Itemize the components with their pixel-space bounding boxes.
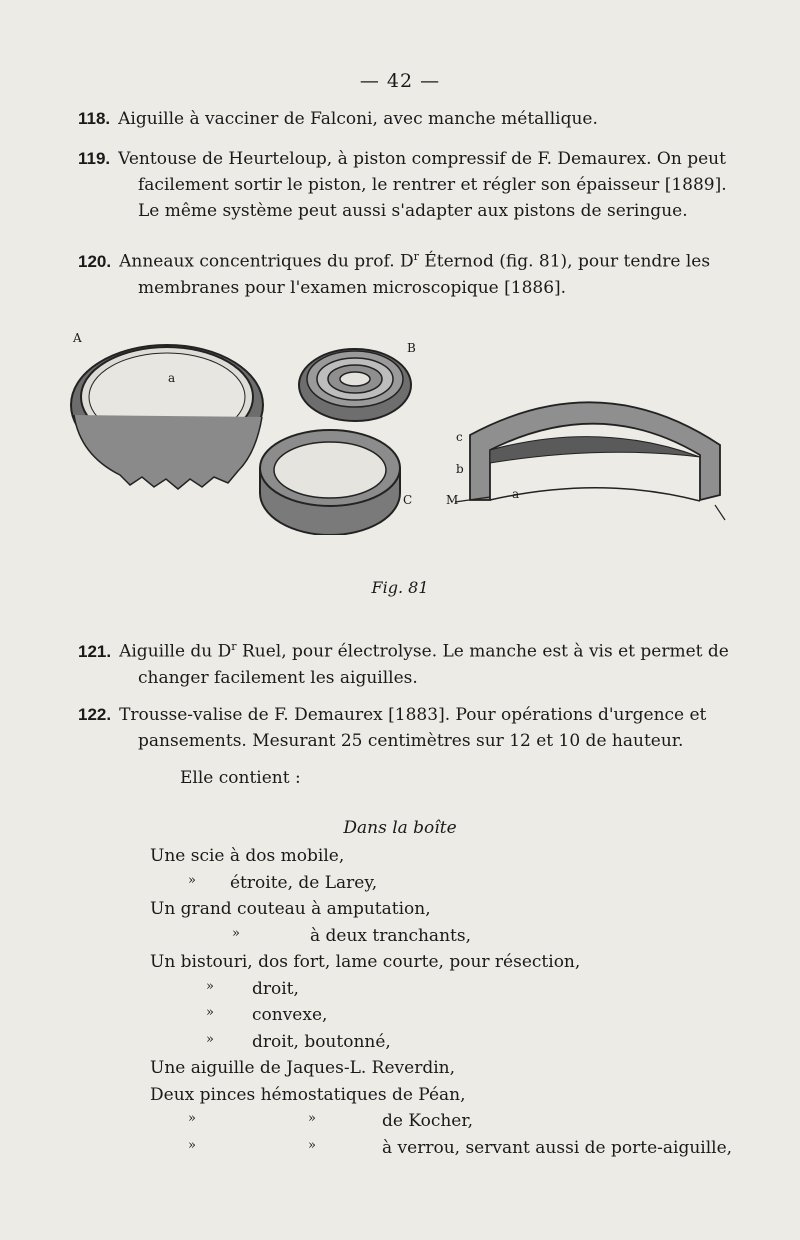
- entry-text: Trousse-valise de F. Demaurex [1883]. Pour opérations d'urgence et: [119, 705, 707, 725]
- figure-label-c-lower: c: [456, 430, 463, 444]
- ditto-mark: »: [308, 1111, 316, 1126]
- list-item: [150, 976, 750, 1003]
- ring-c: [260, 430, 400, 535]
- entry-number: 119.: [78, 149, 111, 168]
- entry-number: 120.: [78, 251, 112, 271]
- list-item-text: Une scie à dos mobile,: [150, 846, 345, 866]
- figure-label-a-upper: A: [73, 331, 82, 345]
- list-item-text: à verrou, servant aussi de porte-aiguille,: [382, 1137, 733, 1158]
- entry-number: 121.: [78, 641, 112, 661]
- ditto-mark: »: [232, 925, 240, 941]
- figure-label-a-section: a: [512, 487, 520, 501]
- entry-text: Aiguille du D: [119, 641, 232, 662]
- figure-caption: Fig. 81: [371, 578, 429, 597]
- ditto-mark: »: [188, 1111, 196, 1126]
- list-item: [150, 949, 750, 976]
- entry-text: pansements. Mesurant 25 centimètres sur 12 et 10 de hauteur.: [138, 731, 684, 751]
- list-item-text: droit,: [252, 978, 299, 999]
- list-item: [150, 1135, 750, 1162]
- list-item-text: droit, boutonné,: [252, 1031, 391, 1052]
- list-item-text: Deux pinces hémostatiques de Péan,: [150, 1084, 466, 1105]
- ditto-mark: »: [188, 872, 196, 888]
- figure-label-a-lower: a: [168, 371, 176, 385]
- list-item: [150, 896, 750, 923]
- ditto-mark: »: [206, 1005, 214, 1020]
- ditto-mark: »: [206, 978, 214, 994]
- entry-text: Éternod (fig. 81), pour tendre les: [418, 251, 711, 272]
- list-item: [150, 1108, 750, 1135]
- list-item-text: Un bistouri, dos fort, lame courte, pour résection,: [150, 952, 581, 972]
- entry-121: [78, 634, 738, 691]
- entry-text: Ventouse de Heurteloup, à piston compressif de F. Demaurex. On peut: [118, 149, 726, 169]
- contents-list: [150, 843, 750, 1161]
- ditto-mark: »: [308, 1137, 316, 1153]
- entry-120: [78, 244, 738, 301]
- entry-text: facilement sortir le piston, le rentrer et régler son épaisseur [1889].: [138, 175, 727, 195]
- entry-number: 122.: [78, 705, 112, 724]
- figure-label-b-upper: B: [407, 341, 416, 355]
- entry-text: Le même système peut aussi s'adapter aux pistons de seringue.: [138, 201, 688, 221]
- entry-text: Aiguille à vacciner de Falconi, avec manche métallique.: [118, 109, 598, 129]
- list-item: [150, 1082, 750, 1109]
- ditto-mark: »: [188, 1137, 196, 1153]
- list-item-text: étroite, de Larey,: [230, 872, 378, 893]
- entry-118: [78, 106, 738, 132]
- list-item: [150, 870, 750, 897]
- entry-text: Anneaux concentriques du prof. D: [119, 251, 414, 272]
- contents-intro: Elle contient :: [180, 768, 301, 788]
- entry-text: Ruel, pour électrolyse. Le manche est à vis et permet de: [236, 641, 729, 662]
- list-item-text: Un grand couteau à amputation,: [150, 899, 431, 919]
- list-item: [150, 923, 750, 950]
- ring-b: [299, 349, 411, 421]
- list-item-text: convexe,: [252, 1005, 328, 1025]
- ring-a: [71, 345, 263, 489]
- figure-81: [60, 325, 740, 535]
- ditto-mark: »: [206, 1031, 214, 1047]
- list-item-text: de Kocher,: [382, 1111, 474, 1131]
- entry-122: [78, 702, 738, 754]
- list-item: [150, 1029, 750, 1056]
- entry-number: 118.: [78, 109, 111, 128]
- list-item: [150, 1002, 750, 1029]
- ring-section: [455, 402, 725, 520]
- superscript: r: [413, 250, 419, 263]
- figure-label-m: M: [446, 493, 459, 507]
- figure-label-b-lower: b: [456, 462, 464, 476]
- list-item-text: Une aiguille de Jaques-L. Reverdin,: [150, 1058, 455, 1078]
- list-item: [150, 1055, 750, 1082]
- ring-illustration: [60, 325, 740, 535]
- entry-text: membranes pour l'examen microscopique [1886].: [138, 277, 567, 298]
- section-title: Dans la boîte: [343, 818, 457, 838]
- list-item-text: à deux tranchants,: [310, 925, 471, 946]
- entry-text: changer facilement les aiguilles.: [138, 667, 418, 688]
- page-number: — 42 —: [359, 70, 441, 92]
- entry-119: [78, 146, 738, 224]
- superscript: r: [231, 640, 237, 653]
- list-item: [150, 843, 750, 870]
- figure-label-c-upper: C: [403, 493, 413, 507]
